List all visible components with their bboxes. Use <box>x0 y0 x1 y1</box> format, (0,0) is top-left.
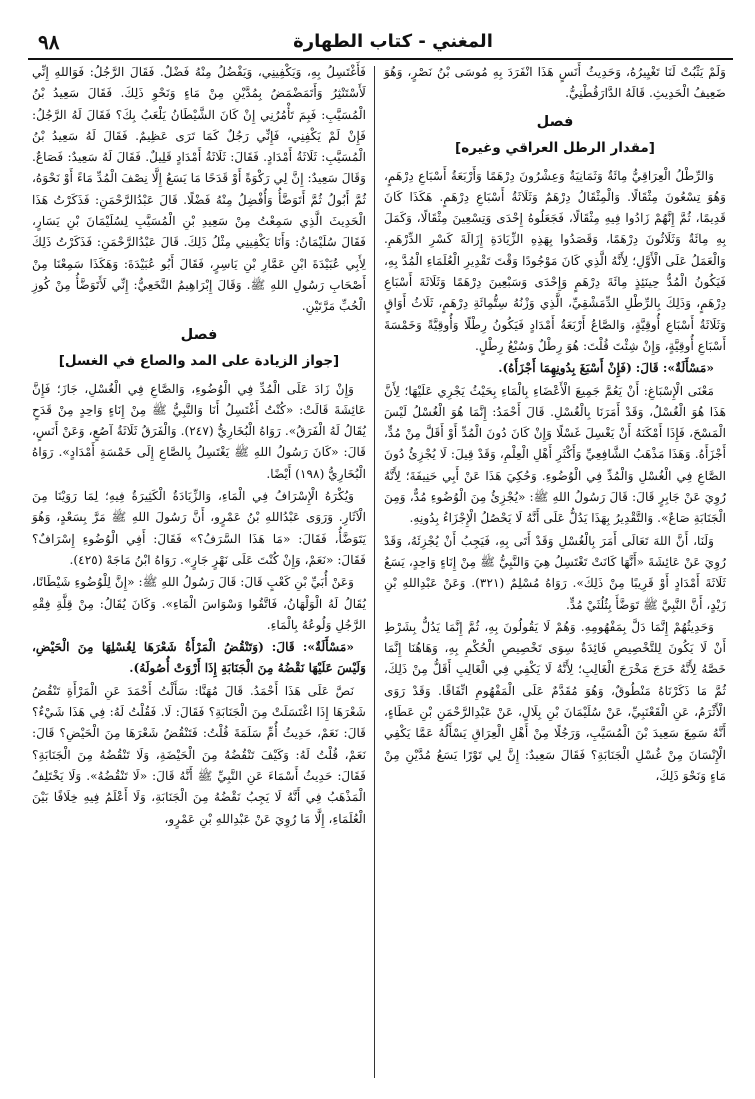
paragraph: وَلَنَا، أَنَّ اللهَ تَعَالَى أَمَرَ بِالْغُسْلِ وَقَدْ أَتَى بِهِ، فَيَجِبُ أَنْ يُجْزِئَهُ، وَقَدْ رُوِيَ عَنْ عَائِشَةَ «أَنَّهَا كَانَتْ تَغْتَسِلُ هِيَ وَالنَّبِيُّ ﷺ مِنْ إِنَاءٍ وَاحِدٍ، يَسَعُ ثَلَاثَةَ أَمْدَادٍ أَوْ قَرِيبًا مِنْ ذَلِكَ». رَوَاهُ مُسْلِمٌ (٣٢١). وَعَنْ عَبْدِاللهِ بْنِ زَيْدٍ، أَنَّ النَّبِيَّ ﷺ تَوَضَّأَ بِثُلُثَيْ مُدٍّ. <box>384 533 726 612</box>
right-column <box>384 62 726 788</box>
section-subheading: [مقدار الرطل العراقي وغيره] <box>455 139 655 156</box>
paragraph: وَحَدِيثُهُمْ إِنَّمَا دَلَّ بِمَفْهُومِهِ. وَهُمْ لَا يَقُولُونَ بِهِ، ثُمَّ إِنَّمَا يَدُلُّ بِشَرْطِ أَنْ لَا يَكُونَ لِلتَّخْصِيصِ فَائِدَةٌ سِوَى تَخْصِيصِ الْحُكْمِ بِهِ، وَهَاهُنَا إِنَّمَا خَصَّهُ لِأَنَّهُ خَرَجَ مَخْرَجَ الْغَالِبِ؛ لِأَنَّهُ لَا يَكْفِي فِي الْغَالِبِ أَقَلُّ مِنْ ذَلِكَ، ثُمَّ مَا ذَكَرْنَاهُ مَنْطُوقٌ، وَهُوَ مُقَدَّمٌ عَلَى الْمَفْهُومِ اتِّفَاقًا. وَقَدْ رَوَى الْأَثْرَمُ، عَنِ الْقَعْنَبِيِّ، عَنْ سُلَيْمَانَ بْنِ بِلَالٍ، عَنْ عَبْدِالرَّحْمَنِ بْنِ عَطَاءٍ، أَنَّهُ سَمِعَ سَعِيدَ بْنَ الْمُسَيَّبِ، وَرَجُلًا مِنْ أَهْلِ الْعِرَاقِ يَسْأَلُهُ عَمَّا يَكْفِي الْإِنْسَانَ مِنْ غُسْلِ الْجَنَابَةِ؟ فَقَالَ سَعِيدٌ: إِنَّ لِي تَوْرًا يَسَعُ مُدَّيْنِ مِنْ مَاءٍ وَنَحْوَ ذَلِكَ، <box>384 619 726 783</box>
paragraph: وَعَنْ أُبَيِّ بْنِ كَعْبٍ قَالَ: قَالَ رَسُولُ اللهِ ﷺ: «إِنَّ لِلْوُضُوءِ شَيْطَانًا، يُقَالُ لَهُ الْوَلْهَانُ، فَاتَّقُوا وَسْوَاسَ الْمَاءِ». وَكَانَ يُقَالُ: مِنْ قِلَّةِ فِقْهِ الرَّجُلِ وَلُوعُهُ بِالْمَاءِ. <box>32 575 366 632</box>
section-subheading: [جواز الزيادة على المد والصاع في الغسل] <box>58 352 340 369</box>
masala-label: «مَسْأَلَةٌ»: قَالَ: <box>635 361 714 376</box>
masala-text: (فَإِنْ أَسْبَغَ بِدُونِهِمَا أَجْزَأَهُ). <box>498 361 632 376</box>
paragraph: مَعْنَى الْإِسْبَاغِ: أَنْ يَعُمَّ جَمِيعَ الْأَعْضَاءِ بِالْمَاءِ بِحَيْثُ يَجْرِي عَلَيْهَا؛ لِأَنَّ هَذَا هُوَ الْغُسْلُ، وَقَدْ أَمَرَنَا بِالْغُسْلِ. قَالَ أَحْمَدُ: إِنَّمَا هُوَ الْغُسْلُ لَيْسَ الْمَسْحَ، فَإِذَا أَمْكَنَهُ أَنْ يَغْسِلَ غَسْلًا وَإِنْ كَانَ دُونَ الْمُدِّ أَوْ أَقَلَّ مِنْ مُدٍّ، أَجْزَأَهُ. وَهَذَا مَذْهَبُ الشَّافِعِيِّ وَأَكْثَرِ أَهْلِ الْعِلْمِ، وَقَدْ قِيلَ: لَا يُجْزِئُ دُونَ الصَّاعِ فِي الْغُسْلِ وَالْمُدِّ فِي الْوُضُوءِ. وَحُكِيَ هَذَا عَنْ أَبِي حَنِيفَةَ؛ لِأَنَّهُ رُوِيَ عَنْ جَابِرٍ قَالَ: قَالَ رَسُولُ اللهِ ﷺ: «يُجْزِئُ مِنَ الْوُضُوءِ مُدٌّ، وَمِنَ الْجَنَابَةِ صَاعٌ». وَالتَّقْدِيرُ بِهَذَا يَدُلُّ عَلَى أَنَّهُ لَا يَحْصُلُ الْإِجْزَاءُ بِدُونِهِ. <box>384 383 726 526</box>
masala-text: (وَتَنْقُضُ الْمَرْأَةُ شَعْرَهَا لِغُسْلِهَا مِنَ الْحَيْضِ، وَلَيْسَ عَلَيْهَا نَقْضُهُ مِنَ الْجَنَابَةِ إِذَا أَرْوَتْ أُصُولَهُ). <box>32 640 366 676</box>
page-header <box>28 30 733 54</box>
paragraph: وَالرِّطْلُ الْعِرَاقِيُّ مِائَةٌ وَثَمَانِيَةٌ وَعِشْرُونَ دِرْهَمًا وَأَرْبَعَةُ أَسْبَاعِ دِرْهَمٍ، وَهُوَ تِسْعُونَ مِثْقَالًا. وَالْمِثْقَالُ دِرْهَمٌ وَثَلَاثَةُ أَسْبَاعِ دِرْهَمٍ. هَكَذَا كَانَ قَدِيمًا، ثُمَّ إِنَّهُمْ زَادُوا فِيهِ مِثْقَالًا، فَجَعَلُوهُ إِحْدَى وَتِسْعِينَ مِثْقَالًا، وَكَمَلَ بِهِ مِائَةٌ وَثَلَاثُونَ دِرْهَمًا، وَقَصَدُوا بِهَذِهِ الزِّيَادَةِ إِزَالَةَ كَسْرِ الدِّرْهَمِ. وَالْعَمَلُ عَلَى الْأَوَّلِ؛ لِأَنَّهُ الَّذِي كَانَ مَوْجُودًا وَقْتَ تَقْدِيرِ الْعُلَمَاءِ الْمُدَّ بِهِ، فَيَكُونُ الْمُدُّ حِينَئِذٍ مِائَةَ دِرْهَمٍ وَإِحْدَى وَسَبْعِينَ دِرْهَمًا وَثَلَاثَةَ أَسْبَاعِ دِرْهَمٍ، وَذَلِكَ بِالرِّطْلِ الدِّمَشْقِيِّ، الَّذِي وَزْنُهُ سِتُّمِائَةِ دِرْهَمٍ، ثَلَاثُ أَوَاقٍ وَثَلَاثَةُ أَسْبَاعِ أُوقِيَّةٍ، وَالصَّاعُ أَرْبَعَةُ أَمْدَادٍ فَيَكُونُ رِطْلًا وَأُوقِيَّةً وَخَمْسَةَ أَسْبَاعِ أُوقِيَّةٍ، وَإِنْ شِئْتَ قُلْتَ: هُوَ رِطْلٌ وَسُبْعُ رِطْلٍ. <box>384 168 726 353</box>
left-column <box>32 62 366 831</box>
section-heading: فصل <box>536 113 574 130</box>
paragraph: نَصَّ عَلَى هَذَا أَحْمَدُ. قَالَ مُهَنَّا: سَأَلْتُ أَحْمَدَ عَنِ الْمَرْأَةِ تَنْقُضُ شَعْرَهَا إِذَا اغْتَسَلَتْ مِنَ الْجَنَابَةِ؟ فَقَالَ: لَا. فَقُلْتُ لَهُ: فِي هَذَا شَيْءٌ؟ قَالَ: نَعَمْ، حَدِيثُ أُمِّ سَلَمَةَ قُلْتُ: فَتَنْقُضُ شَعْرَهَا مِنَ الْحَيْضِ؟ قَالَ: نَعَمْ، قُلْتُ لَهُ: وَكَيْفَ تَنْقُضُهُ مِنَ الْحَيْضَةِ، وَلَا تَنْقُضُهُ مِنَ الْجَنَابَةِ؟ فَقَالَ: حَدِيثُ أَسْمَاءَ عَنِ النَّبِيِّ ﷺ أَنَّهُ قَالَ: «لَا تَنْقُضُهُ». وَلَا يَخْتَلِفُ الْمَذْهَبُ فِي أَنَّهُ لَا يَجِبُ نَقْضُهُ مِنَ الْجَنَابَةِ، وَلَا أَعْلَمُ فِيهِ خِلَافًا بَيْنَ الْعُلَمَاءِ، إِلَّا مَا رُوِيَ عَنْ عَبْدِاللهِ بْنِ عَمْرٍو، <box>32 683 366 826</box>
column-divider <box>374 66 375 1078</box>
masala-label: «مَسْأَلَةٌ»: قَالَ: <box>271 640 354 655</box>
paragraph: فَأَغْتَسِلُ بِهِ، وَيَكْفِينِي، وَيَفْضُلُ مِنْهُ فَضْلٌ. فَقَالَ الرَّجُلُ: فَوَاللهِ إِنِّي لَأَسْتَنْثِرُ وَأَتَمَضْمَضُ بِمُدَّيْنِ مِنْ مَاءٍ وَنَحْوِ ذَلِكَ. فَقَالَ سَعِيدُ بْنُ الْمُسَيَّبِ: فَبِمَ تَأْمُرُنِي إِنْ كَانَ الشَّيْطَانُ يَلْعَبُ بِكَ؟ فَقَالَ لَهُ الرَّجُلُ: فَإِنْ لَمْ يَكْفِنِي، فَإِنِّي رَجُلٌ كَمَا تَرَى عَظِيمٌ. فَقَالَ لَهُ سَعِيدُ بْنُ الْمُسَيَّبِ: ثَلَاثَةُ أَمْدَادٍ. فَقَالَ: ثَلَاثَةُ أَمْدَادٍ قَلِيلٌ. فَقَالَ لَهُ سَعِيدٌ: فَصَاعٌ. وَقَالَ سَعِيدٌ: إِنَّ لِي رَكْوَةً أَوْ قَدَحًا مَا يَسَعُ إِلَّا نِصْفَ الْمُدِّ مَاءً أَوْ نَحْوَهُ، ثُمَّ أَبُولُ ثُمَّ أَتَوَضَّأُ وَأُفْضِلُ مِنْهُ فَضْلًا. قَالَ عَبْدُالرَّحْمَنِ: فَذَكَرْتُ هَذَا الْحَدِيثَ الَّذِي سَمِعْتُ مِنْ سَعِيدِ بْنِ الْمُسَيَّبِ لِسُلَيْمَانَ بْنِ يَسَارٍ، فَقَالَ سُلَيْمَانُ: وَأَنَا يَكْفِينِي مِثْلُ ذَلِكَ. قَالَ عَبْدُالرَّحْمَنِ: فَذَكَرْتُ ذَلِكَ لِأَبِي عُبَيْدَةَ ابْنِ عَمَّارِ بْنِ يَاسِرٍ، فَقَالَ أَبُو عُبَيْدَةَ: وَهَكَذَا سَمِعْنَا مِنْ أَصْحَابِ رَسُولِ اللهِ ﷺ. وَقَالَ إِبْرَاهِيمُ النَّخَعِيُّ: إِنِّي لَأَتَوَضَّأُ مِنْ كُوزِ الْحُبِّ مَرَّتَيْنِ. <box>32 65 366 314</box>
header-rule <box>28 58 733 60</box>
running-title: المغني - كتاب الطهارة <box>293 31 493 52</box>
paragraph: وَإِنْ زَادَ عَلَى الْمُدِّ فِي الْوُضُوءِ، وَالصَّاعِ فِي الْغُسْلِ، جَازَ؛ فَإِنَّ عَائِشَةَ قَالَتْ: «كُنْتُ أَغْتَسِلُ أَنَا وَالنَّبِيُّ ﷺ مِنْ إِنَاءٍ وَاحِدٍ مِنْ قَدَحٍ يُقَالُ لَهُ الْفَرَقُ». رَوَاهُ الْبُخَارِيُّ (٢٤٧). وَالْفَرَقُ ثَلَاثَةُ آصُعٍ، وَعَنْ أَنَسٍ، قَالَ: «كَانَ رَسُولُ اللهِ ﷺ يَغْتَسِلُ بِالصَّاعِ إِلَى خَمْسَةِ أَمْدَادٍ». رَوَاهُ الْبُخَارِيُّ (١٩٨) أَيْضًا. <box>32 381 366 481</box>
paragraph: وَيُكْرَهُ الْإِسْرَافُ فِي الْمَاءِ، وَالزِّيَادَةُ الْكَثِيرَةُ فِيهِ؛ لِمَا رَوَيْنَا مِنَ الْآثَارِ. وَرَوَى عَبْدُاللهِ بْنُ عَمْرٍو، أَنَّ رَسُولَ اللهِ ﷺ مَرَّ بِسَعْدٍ، وَهُوَ يَتَوَضَّأُ، فَقَالَ: «مَا هَذَا السَّرَفُ؟» فَقَالَ: أَفِي الْوُضُوءِ إِسْرَافٌ؟ فَقَالَ: «نَعَمْ، وَإِنْ كُنْتَ عَلَى نَهْرٍ جَارٍ». رَوَاهُ ابْنُ مَاجَهْ (٤٢٥). <box>32 489 366 567</box>
masala-paragraph <box>384 358 726 379</box>
paragraph: وَلَمْ يَثْبُتْ لَنَا تَغْيِيرُهُ، وَحَدِيثُ أَنَسٍ هَذَا انْفَرَدَ بِهِ مُوسَى بْنُ نَصْرٍ، وَهُوَ ضَعِيفُ الْحَدِيثِ. قَالَهُ الدَّارَقُطْنِيُّ. <box>384 65 726 101</box>
section-heading: فصل <box>180 326 218 343</box>
page-number: ٩٨ <box>38 30 60 54</box>
masala-paragraph <box>32 637 366 680</box>
